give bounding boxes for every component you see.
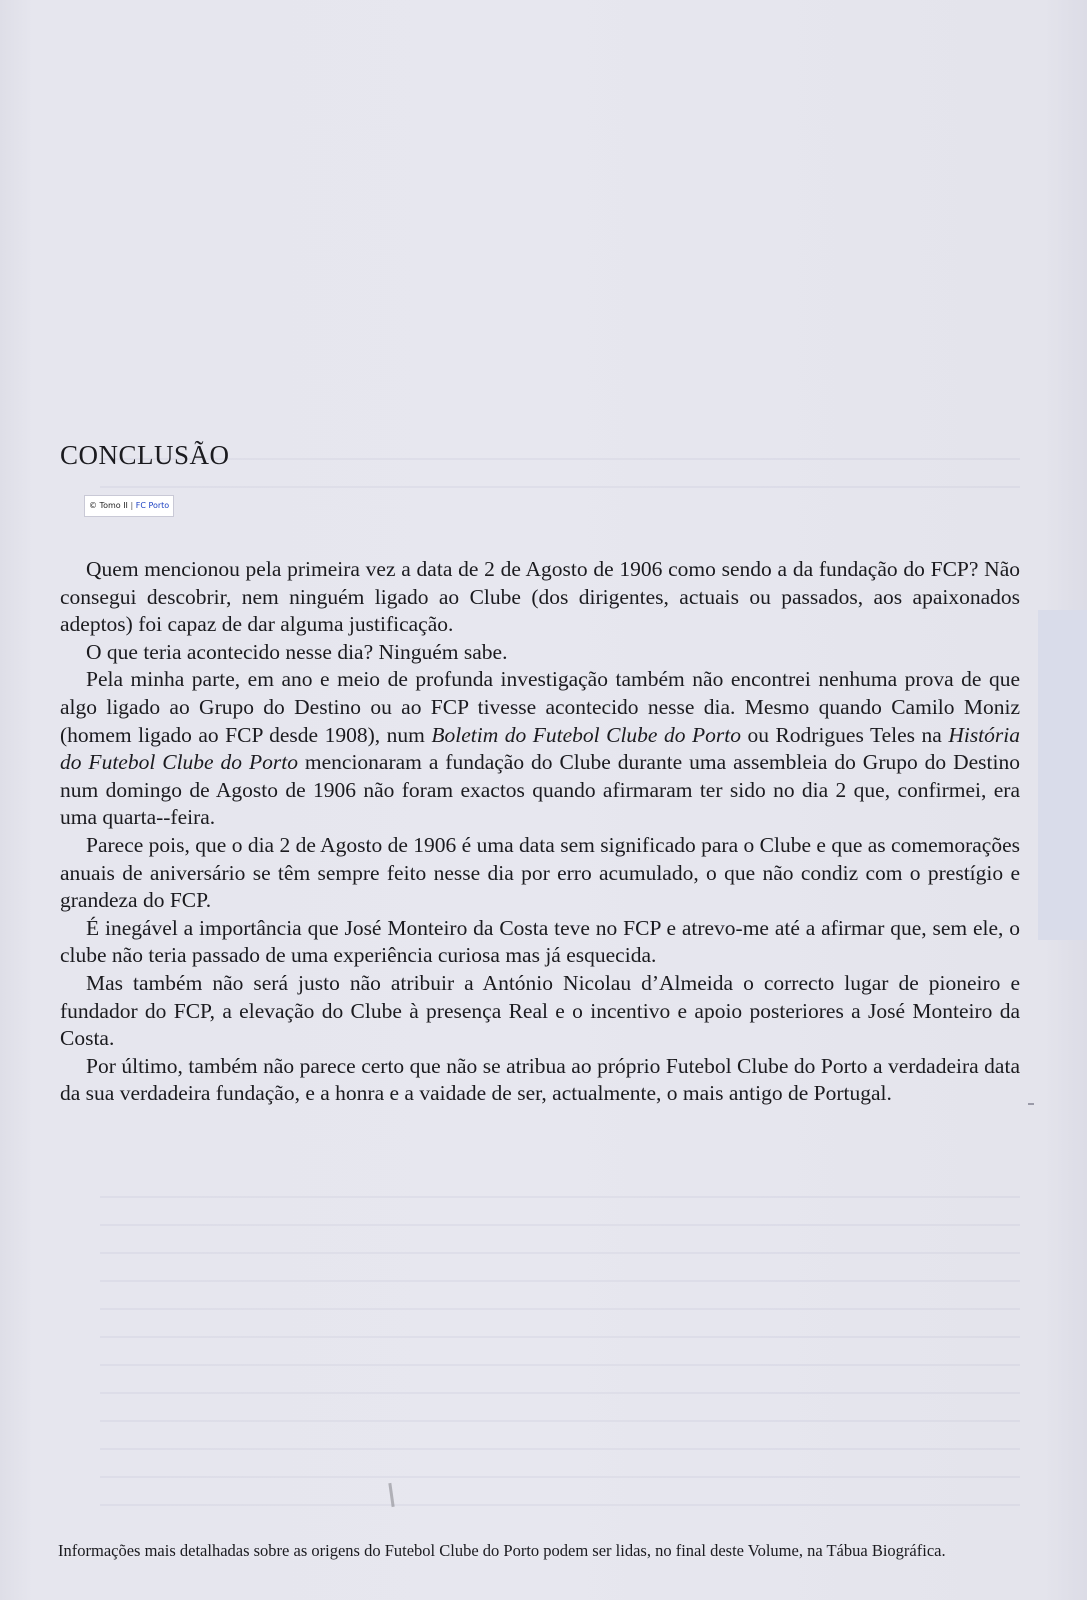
paragraph-text: Parece pois, que o dia 2 de Agosto de 1906 é uma data sem significado para o Clube e que as comemorações anuais de aniversário se têm sempre feito nesse dia por erro acumulado, o que não condiz com o prestígio e grandeza do FCP. (60, 832, 1020, 913)
body-text (60, 556, 1020, 1108)
copyright-tag (84, 495, 174, 517)
paragraph (60, 666, 1020, 832)
paragraph-text: É inegável a importância que José Monteiro da Costa teve no FCP e atrevo-me até a afirmar que, sem ele, o clube não teria passado de uma experiência curiosa mas já esquecida. (60, 915, 1020, 968)
footnote: Informações mais detalhadas sobre as origens do Futebol Clube do Porto podem ser lidas, no final deste Volume, na Tábua Biográfica. (58, 1541, 946, 1560)
show-through-line (100, 1392, 1020, 1394)
book-title: Boletim do Futebol Clube do Porto (431, 722, 741, 747)
show-through-line (100, 1280, 1020, 1282)
show-through-line (100, 1504, 1020, 1506)
book-title: História do Futebol Clube do Porto (60, 722, 1020, 775)
section-heading: CONCLUSÃO (60, 440, 230, 470)
paragraph (60, 915, 1020, 970)
show-through-line (100, 1196, 1020, 1198)
paragraph-text: Mas também não será justo não atribuir a António Nicolau d’Almeida o correcto lugar de pioneiro e fundador do FCP, a elevação do Clube à presença Real e o incentivo e apoio posteriores a José Monteiro da Costa. (60, 970, 1020, 1051)
page-edge-shadow (1038, 610, 1087, 940)
paragraph (60, 970, 1020, 1053)
show-through-line (100, 1420, 1020, 1422)
show-through-line (100, 1224, 1020, 1226)
show-through-line (100, 1336, 1020, 1338)
copyright-club-link[interactable]: FC Porto (135, 501, 170, 510)
paragraph-text: mencionaram a fundação do Clube durante uma assembleia do Grupo do Destino num domingo de Agosto de 1906 não foram exactos quando afirmaram ter sido no dia 2 que, confirmei, era uma quarta-‑feira. (60, 750, 1020, 830)
paragraph-text: Quem mencionou pela primeira vez a data de 2 de Agosto de 1906 como sendo a da fundação do FCP? Não consegui descobrir, nem ninguém ligado ao Clube (dos dirigentes, actuais ou passados, aos apaixonados adeptos) foi capaz de dar alguma justificação. (60, 557, 1020, 637)
copyright-separator: | (130, 501, 134, 510)
paragraph-text: ou Rodrigues Teles na (740, 722, 949, 747)
paragraph (60, 832, 1020, 915)
scan-artifact (1028, 1103, 1034, 1105)
show-through-line (100, 1448, 1020, 1450)
paragraph (60, 1053, 1020, 1108)
show-through-line (100, 1308, 1020, 1310)
paragraph-text: O que teria acontecido nesse dia? Ninguém sabe. (86, 639, 508, 664)
show-through-line (100, 1364, 1020, 1366)
show-through-line (100, 486, 1020, 488)
show-through-line (100, 1252, 1020, 1254)
paragraph (60, 556, 1020, 639)
paragraph (60, 639, 1020, 667)
paragraph-text: Por último, também não parece certo que não se atribua ao próprio Futebol Clube do Porto a verdadeira data da sua verdadeira fundação, e a honra e a vaidade de ser, actualmente, o mais antigo de Portugal. (60, 1053, 1020, 1106)
paragraph-text: Pela minha parte, em ano e meio de profunda investigação também não encontrei nenhuma prova de que algo ligado ao Grupo do Destino ou ao FCP tivesse acontecido nesse dia. Mesmo quando Camilo Moniz (homem ligado ao FCP desde 1908), num (60, 667, 1020, 747)
show-through-line (100, 1476, 1020, 1478)
copyright-volume: © Tomo II (89, 501, 128, 510)
show-through-line (100, 458, 1020, 460)
